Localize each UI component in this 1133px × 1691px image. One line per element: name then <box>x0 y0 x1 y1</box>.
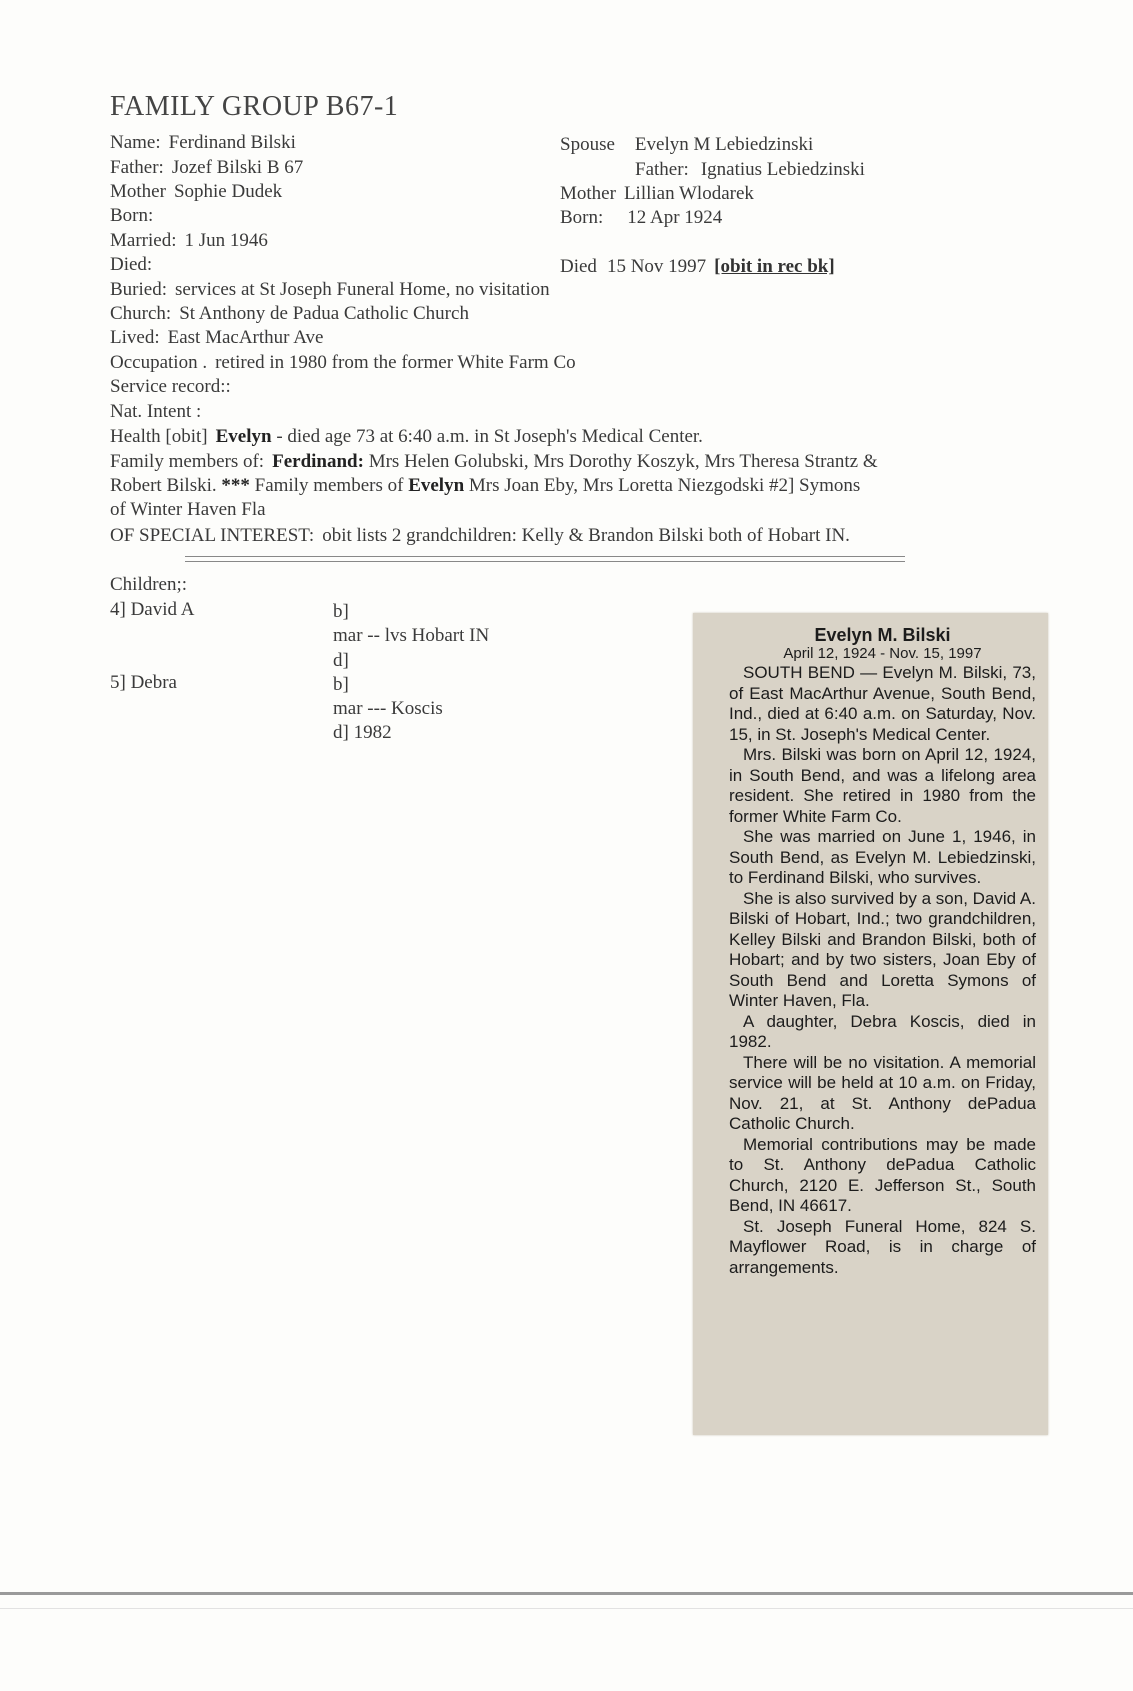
married-label: Married: <box>110 230 177 251</box>
church-label: Church: <box>110 303 172 324</box>
lived-row <box>110 325 323 350</box>
family-row-1 <box>110 449 878 474</box>
buried-row <box>110 277 550 302</box>
child-born: b] <box>333 601 349 622</box>
spouse-row <box>560 132 813 157</box>
health-label: Health [obit] <box>110 426 208 447</box>
obituary-paragraph: She was married on June 1, 1946, in South Bend, as Evelyn M. Lebiedzinski, to Ferdinand Bilski, who survives. <box>729 827 1036 887</box>
occupation-row <box>110 350 576 375</box>
family-name-evelyn: Evelyn <box>408 475 465 496</box>
father-label: Father: <box>110 157 164 178</box>
special-interest-value: obit lists 2 grandchildren: Kelly & Brandon Bilski both of Hobart IN. <box>322 525 850 546</box>
obituary-paragraph: There will be no visitation. A memorial service will be held at 10 a.m. on Friday, Nov. 21, at St. Anthony dePadua Catholic Church. <box>729 1052 1036 1133</box>
health-text: - died age 73 at 6:40 a.m. in St Joseph's Medical Center. <box>276 426 703 447</box>
spouse-value: Evelyn M Lebiedzinski <box>634 134 814 155</box>
father-row <box>110 155 303 180</box>
obituary-clipping <box>693 613 1048 1435</box>
family-row-2 <box>110 473 860 498</box>
special-interest-label: OF SPECIAL INTEREST: <box>110 525 315 546</box>
occupation-value: retired in 1980 from the former White Farm Co <box>215 352 576 373</box>
children-label: Children;: <box>110 574 188 595</box>
spouse-born-label: Born: <box>560 207 604 228</box>
nat-intent-label: Nat. Intent : <box>110 401 202 422</box>
service-record-label: Service record:: <box>110 376 231 397</box>
obituary-heading: Evelyn M. Bilski <box>814 625 951 645</box>
spouse-died-label: Died <box>560 256 597 277</box>
child-died: d] <box>333 650 349 671</box>
spouse-died-value: 15 Nov 1997 <box>606 256 707 277</box>
special-interest-row <box>110 523 850 548</box>
mother-label: Mother <box>110 181 166 202</box>
child-died: d] 1982 <box>333 722 392 743</box>
family-name-ferdinand: Ferdinand: <box>272 451 364 472</box>
spouse-label: Spouse <box>560 134 615 155</box>
spouse-born-row <box>560 205 722 230</box>
father-value: Jozef Bilski B 67 <box>171 157 304 178</box>
obituary-paragraph: SOUTH BEND — Evelyn M. Bilski, 73, of East MacArthur Avenue, South Bend, Ind., died at 6:40 a.m. on Saturday, Nov. 15, in St. Joseph's Medical Center. <box>729 663 1036 744</box>
child-married: mar --- Koscis <box>333 698 443 719</box>
child-married: mar -- lvs Hobart IN <box>333 625 490 646</box>
died-row <box>110 252 152 277</box>
family-text-2b: Family members of <box>254 475 404 496</box>
family-text-2c: Mrs Joan Eby, Mrs Loretta Niezgodski #2] Symons <box>468 475 861 496</box>
spouse-father-label: Father: <box>635 159 689 180</box>
married-row <box>110 228 268 253</box>
obituary-paragraph: A daughter, Debra Koscis, died in 1982. <box>729 1011 1036 1051</box>
church-value: St Anthony de Padua Catholic Church <box>179 303 469 324</box>
died-label: Died: <box>110 254 153 275</box>
name-label: Name: <box>110 132 161 153</box>
family-stars: *** <box>221 475 250 496</box>
family-text-2a: Robert Bilski. <box>110 475 217 496</box>
name-value: Ferdinand Bilski <box>168 132 296 153</box>
family-label: Family members of: <box>110 451 265 472</box>
spouse-mother-label: Mother <box>560 183 616 204</box>
spouse-father-row <box>635 157 865 182</box>
buried-value: services at St Joseph Funeral Home, no visitation <box>175 279 550 300</box>
name-row <box>110 130 296 155</box>
child-name: 4] David A <box>110 599 195 620</box>
family-text-3: of Winter Haven Fla <box>110 499 266 520</box>
health-row <box>110 424 703 449</box>
born-row <box>110 203 153 228</box>
page-title: FAMILY GROUP B67-1 <box>110 91 399 122</box>
service-record-row <box>110 374 231 399</box>
spouse-died-row <box>560 254 835 279</box>
nat-intent-row <box>110 399 201 424</box>
child-name: 5] Debra <box>110 672 177 693</box>
obituary-dates: April 12, 1924 - Nov. 15, 1997 <box>783 645 982 662</box>
obit-reference-link[interactable]: [obit in rec bk] <box>714 256 835 277</box>
church-row <box>110 301 469 326</box>
occupation-label: Occupation . <box>110 352 208 373</box>
buried-label: Buried: <box>110 279 167 300</box>
spouse-mother-value: Lillian Wlodarek <box>623 183 754 204</box>
obituary-paragraph: Memorial contributions may be made to St. Anthony dePadua Catholic Church, 2120 E. Jefferson St., South Bend, IN 46617. <box>729 1134 1036 1215</box>
child-born: b] <box>333 674 349 695</box>
obituary-paragraph: She is also survived by a son, David A. Bilski of Hobart, Ind.; two grandchildren, Kelley Bilski and Brandon Bilski, both of Hobart; and by two sisters, Joan Eby of South Bend and Loretta Symons of Winter Haven, Fla. <box>729 888 1036 1010</box>
lived-value: East MacArthur Ave <box>167 327 324 348</box>
mother-row <box>110 179 282 204</box>
obituary-paragraph: Mrs. Bilski was born on April 12, 1924, in South Bend, and was a lifelong area resident. She retired in 1980 from the former White Farm Co. <box>729 745 1036 826</box>
family-text-1: Mrs Helen Golubski, Mrs Dorothy Koszyk, Mrs Theresa Strantz & <box>368 451 878 472</box>
obituary-paragraph: St. Joseph Funeral Home, 824 S. Mayflower Road, is in charge of arrangements. <box>729 1216 1036 1277</box>
health-name: Evelyn <box>215 426 272 447</box>
lived-label: Lived: <box>110 327 160 348</box>
scan-edge-shadow <box>0 1608 1133 1609</box>
scan-edge-line <box>0 1592 1133 1595</box>
spouse-mother-row <box>560 181 754 206</box>
section-divider <box>185 556 905 562</box>
spouse-father-value: Ignatius Lebiedzinski <box>700 159 865 180</box>
married-value: 1 Jun 1946 <box>184 230 268 251</box>
spouse-born-value: 12 Apr 1924 <box>627 207 723 228</box>
family-row-3 <box>110 497 266 522</box>
mother-value: Sophie Dudek <box>173 181 283 202</box>
born-label: Born: <box>110 205 154 226</box>
